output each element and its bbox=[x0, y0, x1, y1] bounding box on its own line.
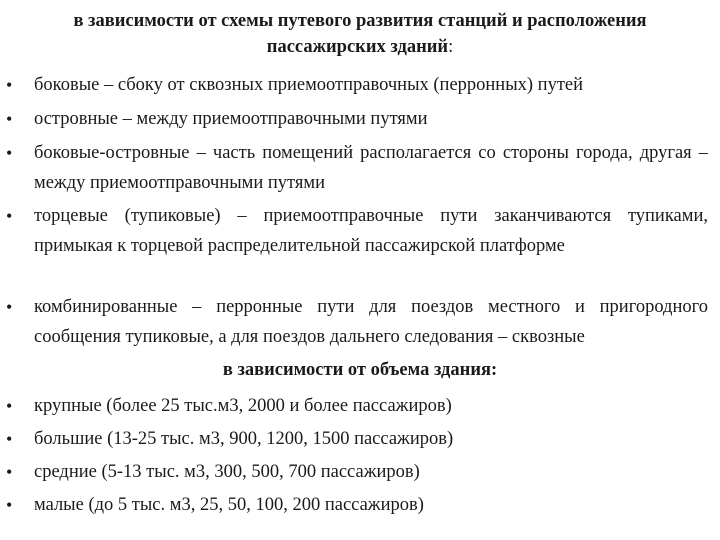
list-item-text: крупные (более 25 тыс.м3, 2000 и более пассажиров) bbox=[34, 396, 452, 416]
bullet-icon: • bbox=[6, 109, 13, 129]
list-item-text: торцевые (тупиковые) – приемоотправочные пути заканчиваются тупиками, примыкая к торцевой распределительной пассажирской платформе bbox=[34, 206, 708, 256]
section2-heading: в зависимости от объема здания: bbox=[222, 360, 498, 380]
list-item-text: малые (до 5 тыс. м3, 25, 50, 100, 200 пассажиров) bbox=[34, 495, 424, 515]
section1-heading-colon: : bbox=[448, 37, 454, 57]
section1-heading-text: в зависимости от схемы путевого развития станций и расположения пассажирских зданий bbox=[73, 11, 647, 57]
list-item-text: комбинированные – перронные пути для поездов местного и пригородного сообщения тупиковые, а для поездов дальнего следования – сквозные bbox=[34, 297, 708, 347]
bullet-icon: • bbox=[6, 396, 13, 416]
bullet-icon: • bbox=[6, 429, 13, 449]
list-item-text: островные – между приемоотправочными путями bbox=[34, 109, 428, 129]
list-item-text: средние (5-13 тыс. м3, 300, 500, 700 пассажиров) bbox=[34, 462, 420, 482]
list-item-text: боковые-островные – часть помещений располагается со стороны города, другая – между приемоотправочными путями bbox=[34, 143, 708, 193]
section1-heading bbox=[0, 8, 720, 60]
bullet-icon: • bbox=[6, 297, 13, 317]
bullet-icon: • bbox=[6, 495, 13, 515]
list-item-text: большие (13-25 тыс. м3, 900, 1200, 1500 пассажиров) bbox=[34, 429, 454, 449]
list-item-text: боковые – сбоку от сквозных приемоотправочных (перронных) путей bbox=[34, 75, 584, 95]
bullet-icon: • bbox=[6, 206, 13, 226]
bullet-icon: • bbox=[6, 75, 13, 95]
bullet-icon: • bbox=[6, 462, 13, 482]
bullet-icon: • bbox=[6, 143, 13, 163]
